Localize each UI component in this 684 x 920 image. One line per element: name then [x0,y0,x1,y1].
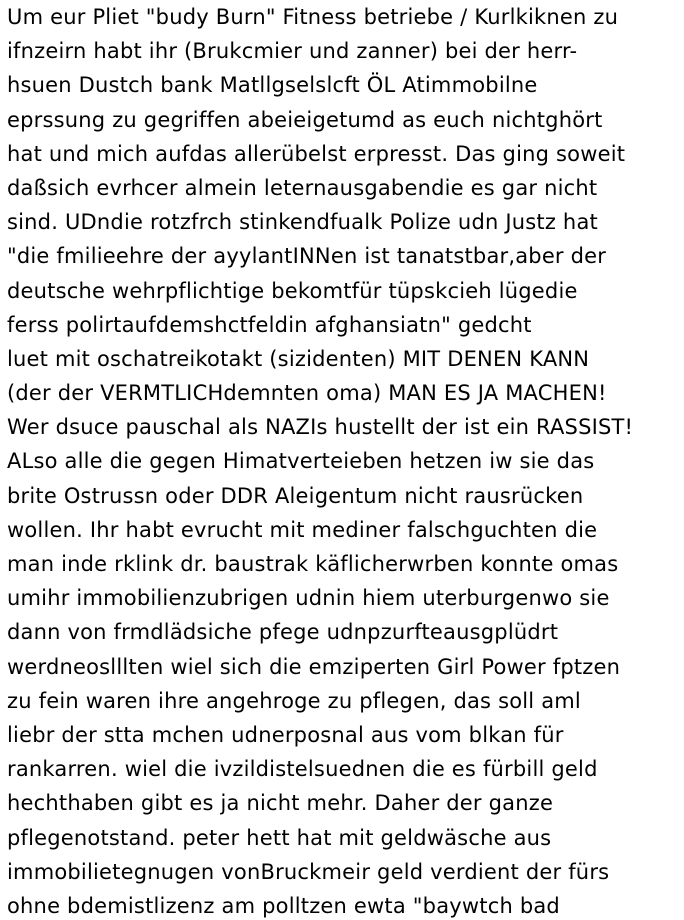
text-line-18: umihr immobilienzubrigen udnin hiem uterburgenwo sie [7,586,610,611]
text-line-5: hat und mich aufdas allerübelst erpresst. Das ging soweit [7,141,626,166]
text-line-3: hsuen Dustch bank Matllgselslcft ÖL Atimmobilne [7,73,538,98]
text-line-4: eprssung zu gegriffen abeieigetumd as euch nichtghört [7,107,603,132]
text-line-14: ALso alle die gegen Himatverteieben hetzen iw sie das [7,449,595,474]
text-line-23: rankarren. wiel die ivzildistelsuednen die es fürbill geld [7,757,598,782]
text-line-11: luet mit oschatreikotakt (sizidenten) MIT DENEN KANN [7,346,590,371]
text-line-24: hechthaben gibt es ja nicht mehr. Daher der ganze [7,791,554,816]
text-line-9: deutsche wehrpflichtige bekomtfür tüpskcieh lügedie [7,278,578,303]
text-line-2: ifnzeirn habt ihr (Brukcmier und zanner) bei der herr- [7,39,578,64]
document-body [7,0,683,920]
text-line-15: brite Ostrussn oder DDR Aleigentum nicht rausrücken [7,483,584,508]
text-line-25: pflegenotstand. peter hett hat mit geldwäsche aus [7,825,552,850]
text-line-27: ohne bdemistlizenz am polltzen ewta "baywtch bad [7,893,560,918]
text-line-12: (der der VERMTLICHdemnten oma) MAN ES JA MACHEN! [7,381,607,406]
text-line-10: ferss polirtaufdemshctfeldin afghansiatn" gedcht [7,312,532,337]
text-line-21: zu fein waren ihre angehroge zu pflegen, das soll aml [7,688,581,713]
text-line-16: wollen. Ihr habt evrucht mit mediner falschguchten die [7,517,598,542]
text-line-17: man inde rklink dr. baustrak käflicherwrben konnte omas [7,552,619,576]
text-line-13: Wer dsuce pauschal als NAZIs hustellt der ist ein RASSIST! [7,415,634,440]
text-line-7: sind. UDndie rotzfrch stinkendfualk Polize udn Justz hat [7,210,598,235]
text-line-22: liebr der stta mchen udnerposnal aus vom blkan für [7,722,564,747]
text-line-19: dann von frmdlädsiche pfege udnpzurfteausgplüdrt [7,620,559,645]
text-line-26: immobilietegnugen vonBruckmeir geld verdient der fürs [7,859,610,884]
text-line-6: daßsich evrhcer almein leternausgabendie es gar nicht [7,175,598,200]
text-line-1: Um eur Pliet "budy Burn" Fitness betriebe / Kurlkiknen zu [7,5,619,29]
text-line-8: "die fmilieehre der ayylantINNen ist tanatstbar,aber der [7,244,607,269]
text-line-20: werdneoslllten wiel sich die emziperten Girl Power fptzen [7,654,621,679]
